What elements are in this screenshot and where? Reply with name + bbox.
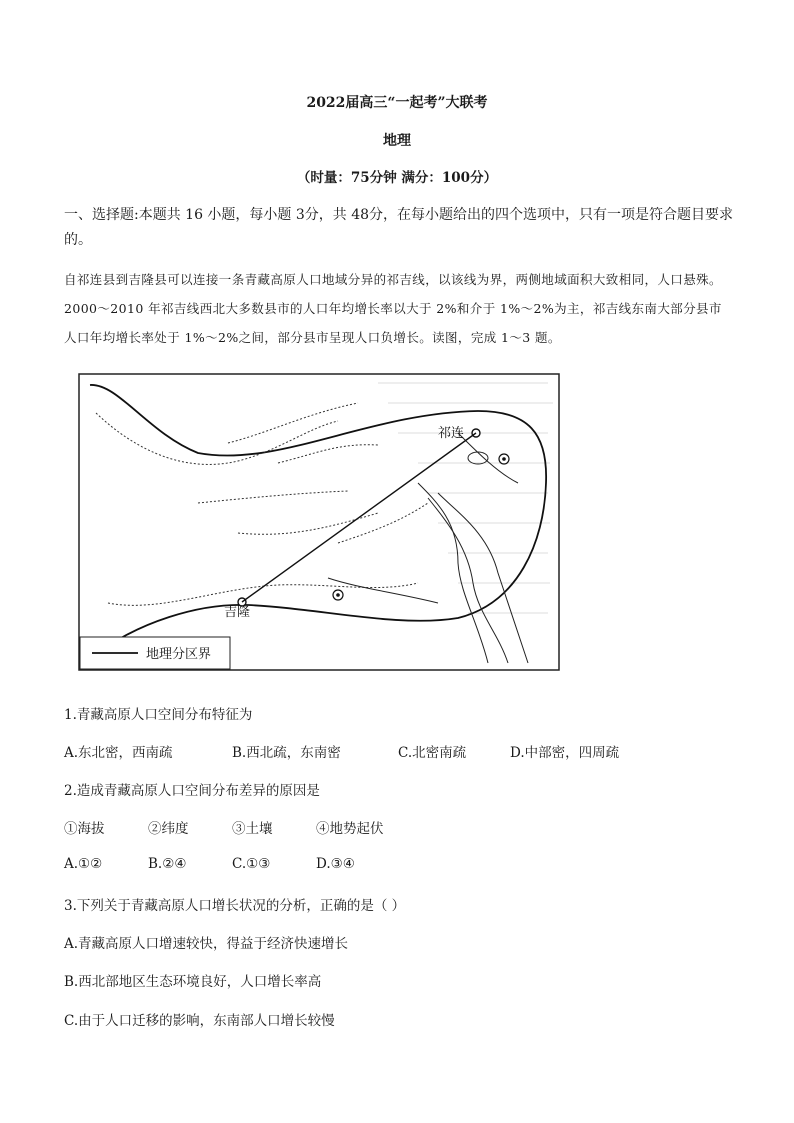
q1-option-c[interactable]: C.北密南疏: [398, 745, 467, 761]
q2-option-a[interactable]: A.①②: [64, 856, 103, 872]
q3-option-b[interactable]: B.西北部地区生态环境良好，人口增长率高: [64, 974, 322, 990]
q2-option-d[interactable]: D.③④: [316, 856, 355, 872]
section-instructions: 一、选择题:本题共 16 小题，每小题 3分，共 48分，在每小题给出的四个选项中，只有一项是符合题目要求的。: [64, 207, 734, 248]
q1-option-b[interactable]: B.西北疏，东南密: [232, 745, 341, 761]
q2-option-c[interactable]: C.①③: [232, 856, 271, 872]
q2-choice-3: ③土壤: [232, 821, 273, 837]
q3-option-c[interactable]: C.由于人口迁移的影响，东南部人口增长较慢: [64, 1013, 335, 1029]
legend-label: 地理分区界: [146, 647, 212, 662]
q1-option-d[interactable]: D.中部密，四周疏: [510, 745, 620, 761]
time-score-info: （时量：75分钟 满分：100分）: [296, 170, 498, 186]
qinghai-tibet-map: [78, 373, 560, 671]
subject-title: 地理: [383, 133, 411, 149]
reading-passage: 自祁连县到吉隆县可以连接一条青藏高原人口地域分异的祁吉线，以该线为界，两侧地域面积大致相同，人口悬殊。2000～2010 年祁吉线西北大多数县市的人口年均增长率以大于 2%和介于 1%～2%为主，祁吉线东南大部分县市人口年均增长率处于 1%～2%之间，部分县市呈现人口负增长。读图，完成 1～3 题。: [64, 272, 722, 345]
question-1-stem: 1.青藏高原人口空间分布特征为: [64, 707, 253, 723]
q2-choice-4: ④地势起伏: [316, 821, 384, 837]
label-jilong: 吉隆: [224, 605, 251, 620]
q2-choice-1: ①海拔: [64, 821, 105, 837]
label-qilian: 祁连: [438, 426, 465, 441]
q1-option-a[interactable]: A.东北密，西南疏: [64, 745, 173, 761]
question-2-stem: 2.造成青藏高原人口空间分布差异的原因是: [64, 783, 320, 799]
q2-choice-2: ②纬度: [148, 821, 189, 837]
q3-option-a[interactable]: A.青藏高原人口增速较快，得益于经济快速增长: [64, 936, 349, 952]
exam-title: 2022届高三“一起考”大联考: [306, 95, 488, 111]
question-3-stem: 3.下列关于青藏高原人口增长状况的分析，正确的是（ ）: [64, 898, 406, 914]
map-frame: [79, 374, 559, 670]
q2-option-b[interactable]: B.②④: [148, 856, 187, 872]
